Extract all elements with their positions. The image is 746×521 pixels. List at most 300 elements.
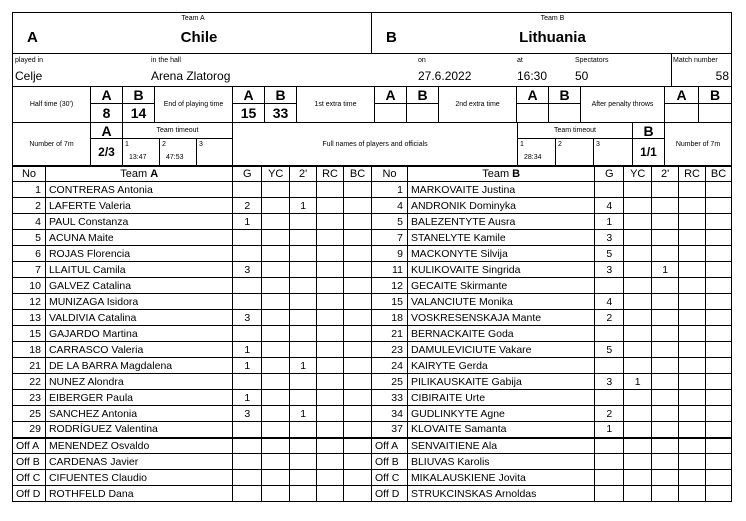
player-number: 24 — [372, 358, 408, 374]
official-row — [13, 438, 372, 454]
suspension-cell — [652, 390, 679, 406]
yellow-card-cell — [624, 342, 652, 358]
blue-card-cell — [706, 230, 732, 246]
suspension-cell — [652, 422, 679, 438]
half-score-b: 14 — [122, 103, 155, 123]
blue-card-cell — [706, 182, 732, 198]
red-card-cell — [679, 246, 706, 262]
player-number: 21 — [13, 358, 46, 374]
team-a-header — [12, 12, 372, 54]
player-number: 25 — [13, 406, 46, 422]
yellow-card-cell — [262, 326, 290, 342]
player-number: 29 — [13, 422, 46, 438]
timeout-b-1-number: 1 — [520, 141, 524, 148]
goals-cell — [233, 454, 262, 470]
goals-cell: 3 — [233, 262, 262, 278]
official-name: CARDENAS Javier — [45, 454, 232, 470]
player-name: GALVEZ Catalina — [45, 278, 232, 294]
official-name: CIFUENTES Claudio — [45, 470, 232, 486]
suspension-cell — [290, 470, 317, 486]
player-name: DE LA BARRA Magdalena — [45, 358, 232, 374]
blue-card-cell — [706, 310, 732, 326]
player-name: DAMULEVICIUTE Vakare — [407, 342, 594, 358]
fullnames-label: Full names of players and officials — [232, 122, 518, 166]
player-number: 25 — [372, 374, 408, 390]
player-number: 6 — [13, 246, 46, 262]
player-name: NUNEZ Alondra — [45, 374, 232, 390]
red-card-cell — [317, 486, 344, 502]
goals-cell — [595, 390, 624, 406]
col-no: No — [13, 167, 46, 182]
time-value: 16:30 — [517, 69, 548, 83]
goals-cell: 1 — [233, 214, 262, 230]
goals-cell — [595, 470, 624, 486]
blue-card-cell — [344, 262, 372, 278]
extra2-score-b — [548, 103, 581, 123]
red-card-cell — [679, 326, 706, 342]
player-name: SANCHEZ Antonia — [45, 406, 232, 422]
red-card-cell — [317, 182, 344, 198]
player-row — [372, 214, 732, 230]
team-a-name: Chile — [180, 29, 218, 46]
player-number: 23 — [372, 342, 408, 358]
goals-cell: 3 — [595, 262, 624, 278]
half-col-b: B — [122, 86, 155, 104]
suspension-cell — [290, 454, 317, 470]
goals-cell: 1 — [233, 358, 262, 374]
goals-cell — [233, 230, 262, 246]
blue-card-cell — [344, 438, 372, 454]
goals-cell — [595, 454, 624, 470]
red-card-cell — [317, 374, 344, 390]
player-name: GUDLINKYTE Agne — [407, 406, 594, 422]
suspension-cell — [652, 374, 679, 390]
suspension-cell — [652, 246, 679, 262]
goals-cell: 3 — [233, 310, 262, 326]
red-card-cell — [679, 310, 706, 326]
red-card-cell — [679, 486, 706, 502]
goals-cell: 3 — [595, 374, 624, 390]
red-card-cell — [679, 182, 706, 198]
player-name: LLAITUL Camila — [45, 262, 232, 278]
red-card-cell — [679, 406, 706, 422]
date-label: on — [418, 57, 426, 64]
timeout-a-3-number: 3 — [199, 141, 203, 148]
player-name: BERNACKAITE Goda — [407, 326, 594, 342]
extra2-col-a: A — [516, 86, 549, 104]
suspension-cell — [652, 470, 679, 486]
col-team-a-letter: A — [150, 168, 159, 180]
blue-card-cell — [706, 422, 732, 438]
suspension-cell — [652, 294, 679, 310]
yellow-card-cell — [262, 198, 290, 214]
goals-cell: 5 — [595, 246, 624, 262]
red-card-cell — [317, 294, 344, 310]
extra1-col-b: B — [406, 86, 439, 104]
player-row — [13, 406, 372, 422]
extra1-score-b — [406, 103, 439, 123]
player-number: 15 — [13, 326, 46, 342]
red-card-cell — [317, 342, 344, 358]
player-number: 7 — [372, 230, 408, 246]
yellow-card-cell — [262, 454, 290, 470]
timeout-a-2-number: 2 — [162, 141, 166, 148]
suspension-cell — [652, 326, 679, 342]
sevens-value-a: 2/3 — [90, 138, 123, 166]
goals-cell: 1 — [595, 214, 624, 230]
yellow-card-cell — [624, 294, 652, 310]
official-role: Off D — [372, 486, 408, 502]
blue-card-cell — [344, 358, 372, 374]
player-name: ANDRONIK Dominyka — [407, 198, 594, 214]
timeout-b-1 — [517, 138, 556, 166]
yellow-card-cell — [624, 182, 652, 198]
col-blue: BC — [706, 167, 732, 182]
blue-card-cell — [344, 390, 372, 406]
timeout-label-b: Team timeout — [517, 122, 633, 139]
timeout-b-3-number: 3 — [596, 141, 600, 148]
player-name: VOSKRESENSKAJA Mante — [407, 310, 594, 326]
col-team-b-letter: B — [512, 168, 521, 180]
col-red: RC — [317, 167, 344, 182]
col-team-b — [407, 167, 594, 182]
red-card-cell — [317, 470, 344, 486]
player-number: 10 — [13, 278, 46, 294]
player-number: 1 — [13, 182, 46, 198]
goals-cell — [233, 278, 262, 294]
col-goals: G — [233, 167, 262, 182]
player-name: ROJAS Florencia — [45, 246, 232, 262]
player-number: 18 — [372, 310, 408, 326]
timeout-a-1-time: 13:47 — [129, 154, 147, 161]
sevens-value-b: 1/1 — [632, 138, 665, 166]
player-name: KAIRYTE Gerda — [407, 358, 594, 374]
player-number: 12 — [13, 294, 46, 310]
goals-cell — [233, 438, 262, 454]
player-name: RODRÍGUEZ Valentina — [45, 422, 232, 438]
player-row — [13, 262, 372, 278]
blue-card-cell — [344, 310, 372, 326]
red-card-cell — [679, 230, 706, 246]
player-name: MUNIZAGA Isidora — [45, 294, 232, 310]
blue-card-cell — [706, 262, 732, 278]
goals-cell — [233, 182, 262, 198]
yellow-card-cell — [262, 262, 290, 278]
player-row — [372, 230, 732, 246]
match-info-row — [12, 53, 732, 87]
player-name: GECAITE Skirmante — [407, 278, 594, 294]
blue-card-cell — [706, 486, 732, 502]
red-card-cell — [679, 358, 706, 374]
red-card-cell — [679, 278, 706, 294]
player-name: STANELYTE Kamile — [407, 230, 594, 246]
player-row — [13, 294, 372, 310]
red-card-cell — [679, 198, 706, 214]
yellow-card-cell — [262, 294, 290, 310]
yellow-card-cell — [262, 214, 290, 230]
blue-card-cell — [706, 342, 732, 358]
blue-card-cell — [344, 230, 372, 246]
hall-label: in the hall — [151, 57, 181, 64]
red-card-cell — [679, 422, 706, 438]
played-in-value: Celje — [15, 69, 43, 83]
player-name: PILIKAUSKAITE Gabija — [407, 374, 594, 390]
official-name: STRUKCINSKAS Arnoldas — [407, 486, 594, 502]
player-number: 12 — [372, 278, 408, 294]
yellow-card-cell — [624, 422, 652, 438]
red-card-cell — [679, 374, 706, 390]
yellow-card-cell — [262, 246, 290, 262]
yellow-card-cell — [262, 310, 290, 326]
blue-card-cell — [706, 246, 732, 262]
player-row — [13, 422, 372, 438]
col-red: RC — [679, 167, 706, 182]
col-no: No — [372, 167, 408, 182]
yellow-card-cell — [624, 358, 652, 374]
yellow-card-cell: 1 — [624, 374, 652, 390]
col-team-a — [45, 167, 232, 182]
yellow-card-cell — [624, 262, 652, 278]
timeout-a-2-time: 47:53 — [166, 154, 184, 161]
official-name: SENVAITIENE Ala — [407, 438, 594, 454]
official-name: MIKALAUSKIENE Jovita — [407, 470, 594, 486]
player-row — [13, 390, 372, 406]
divider — [671, 54, 672, 86]
player-row — [372, 390, 732, 406]
suspension-cell — [290, 214, 317, 230]
official-row — [13, 454, 372, 470]
blue-card-cell — [706, 470, 732, 486]
player-row — [372, 422, 732, 438]
spectators-label: Spectators — [575, 57, 609, 64]
player-row — [13, 278, 372, 294]
suspension-cell: 1 — [290, 198, 317, 214]
red-card-cell — [317, 310, 344, 326]
player-row — [372, 406, 732, 422]
player-number: 1 — [372, 182, 408, 198]
red-card-cell — [679, 438, 706, 454]
red-card-cell — [679, 214, 706, 230]
timeout-a-3 — [196, 138, 233, 166]
goals-cell — [595, 182, 624, 198]
blue-card-cell — [344, 326, 372, 342]
team-b-table — [371, 166, 732, 502]
official-row — [372, 454, 732, 470]
timeout-b-2 — [555, 138, 594, 166]
suspension-cell — [290, 438, 317, 454]
player-number: 18 — [13, 342, 46, 358]
goals-cell — [595, 278, 624, 294]
red-card-cell — [317, 230, 344, 246]
blue-card-cell — [344, 214, 372, 230]
suspension-cell — [652, 310, 679, 326]
goals-cell — [233, 294, 262, 310]
player-row — [372, 326, 732, 342]
goals-cell: 3 — [233, 406, 262, 422]
red-card-cell — [317, 198, 344, 214]
player-row — [372, 278, 732, 294]
team-a-header-row — [13, 167, 372, 182]
timeout-b-2-number: 2 — [558, 141, 562, 148]
hall-value: Arena Zlatorog — [151, 69, 231, 83]
timeout-a-1-number: 1 — [125, 141, 129, 148]
team-b-letter: B — [386, 29, 397, 46]
half-score-a: 8 — [90, 103, 123, 123]
red-card-cell — [317, 278, 344, 294]
end-col-a: A — [232, 86, 265, 104]
spectators-value: 50 — [575, 69, 589, 83]
blue-card-cell — [344, 374, 372, 390]
team-b-header — [371, 12, 732, 54]
extra2-label: 2nd extra time — [438, 86, 517, 123]
goals-cell — [595, 486, 624, 502]
red-card-cell — [679, 454, 706, 470]
yellow-card-cell — [262, 470, 290, 486]
player-name: MARKOVAITE Justina — [407, 182, 594, 198]
player-row — [372, 246, 732, 262]
goals-cell — [233, 470, 262, 486]
player-name: GAJARDO Martina — [45, 326, 232, 342]
blue-card-cell — [706, 438, 732, 454]
timeout-a-1 — [122, 138, 160, 166]
player-name: KLOVAITE Samanta — [407, 422, 594, 438]
blue-card-cell — [344, 278, 372, 294]
goals-cell: 1 — [595, 422, 624, 438]
suspension-cell — [652, 438, 679, 454]
player-number: 4 — [13, 214, 46, 230]
blue-card-cell — [706, 198, 732, 214]
col-yellow: YC — [624, 167, 652, 182]
extra2-score-a — [516, 103, 549, 123]
suspension-cell — [652, 406, 679, 422]
player-name: CARRASCO Valeria — [45, 342, 232, 358]
suspension-cell — [652, 198, 679, 214]
yellow-card-cell — [624, 230, 652, 246]
goals-cell — [595, 438, 624, 454]
suspension-cell: 1 — [290, 406, 317, 422]
blue-card-cell — [706, 278, 732, 294]
suspension-cell — [290, 246, 317, 262]
player-row — [372, 182, 732, 198]
sevens-label-a: Number of 7m — [12, 122, 91, 166]
yellow-card-cell — [624, 470, 652, 486]
player-row — [13, 246, 372, 262]
blue-card-cell — [344, 246, 372, 262]
blue-card-cell — [344, 198, 372, 214]
player-number: 33 — [372, 390, 408, 406]
goals-cell — [233, 246, 262, 262]
timeout-b-1-time: 28:34 — [524, 154, 542, 161]
team-b-name: Lithuania — [519, 29, 586, 46]
player-row — [13, 182, 372, 198]
goals-cell: 1 — [233, 342, 262, 358]
player-number: 11 — [372, 262, 408, 278]
goals-cell: 3 — [595, 230, 624, 246]
goals-cell — [233, 486, 262, 502]
player-row — [372, 294, 732, 310]
col-suspension: 2' — [290, 167, 317, 182]
player-number: 4 — [372, 198, 408, 214]
suspension-cell — [290, 182, 317, 198]
red-card-cell — [317, 438, 344, 454]
suspension-cell — [290, 262, 317, 278]
red-card-cell — [679, 390, 706, 406]
blue-card-cell — [344, 486, 372, 502]
suspension-cell — [652, 182, 679, 198]
blue-card-cell — [706, 358, 732, 374]
yellow-card-cell — [624, 214, 652, 230]
suspension-cell — [290, 230, 317, 246]
yellow-card-cell — [624, 326, 652, 342]
player-name: ACUNA Maite — [45, 230, 232, 246]
blue-card-cell — [706, 326, 732, 342]
extra1-label: 1st extra time — [296, 86, 375, 123]
blue-card-cell — [344, 342, 372, 358]
suspension-cell — [290, 278, 317, 294]
yellow-card-cell — [624, 198, 652, 214]
official-role: Off A — [13, 438, 46, 454]
official-name: ROTHFELD Dana — [45, 486, 232, 502]
player-row — [13, 374, 372, 390]
date-value: 27.6.2022 — [418, 69, 472, 83]
player-name: VALDIVIA Catalina — [45, 310, 232, 326]
goals-cell: 1 — [233, 390, 262, 406]
blue-card-cell — [344, 470, 372, 486]
suspension-cell — [652, 214, 679, 230]
yellow-card-cell — [262, 182, 290, 198]
penalty-label: After penalty throws — [580, 86, 665, 123]
player-number: 2 — [13, 198, 46, 214]
yellow-card-cell — [262, 406, 290, 422]
yellow-card-cell — [262, 374, 290, 390]
player-name: CONTRERAS Antonia — [45, 182, 232, 198]
timeout-b-3 — [593, 138, 633, 166]
yellow-card-cell — [262, 438, 290, 454]
suspension-cell — [290, 390, 317, 406]
player-number: 7 — [13, 262, 46, 278]
player-number: 5 — [13, 230, 46, 246]
red-card-cell — [317, 422, 344, 438]
blue-card-cell — [706, 390, 732, 406]
player-row — [13, 310, 372, 326]
red-card-cell — [317, 454, 344, 470]
suspension-cell — [290, 294, 317, 310]
team-a-caption: Team A — [181, 15, 205, 22]
yellow-card-cell — [624, 406, 652, 422]
goals-cell: 2 — [595, 310, 624, 326]
col-goals: G — [595, 167, 624, 182]
team-a-letter: A — [27, 29, 38, 46]
yellow-card-cell — [624, 278, 652, 294]
suspension-cell — [290, 422, 317, 438]
yellow-card-cell — [262, 278, 290, 294]
player-row — [372, 198, 732, 214]
player-number: 5 — [372, 214, 408, 230]
yellow-card-cell — [262, 390, 290, 406]
extra1-score-a — [374, 103, 407, 123]
player-number: 34 — [372, 406, 408, 422]
extra1-col-a: A — [374, 86, 407, 104]
suspension-cell — [652, 486, 679, 502]
half-col-a: A — [90, 86, 123, 104]
official-row — [13, 486, 372, 502]
suspension-cell — [652, 358, 679, 374]
suspension-cell — [290, 326, 317, 342]
blue-card-cell — [344, 294, 372, 310]
col-blue: BC — [344, 167, 372, 182]
player-number: 21 — [372, 326, 408, 342]
goals-cell: 4 — [595, 198, 624, 214]
